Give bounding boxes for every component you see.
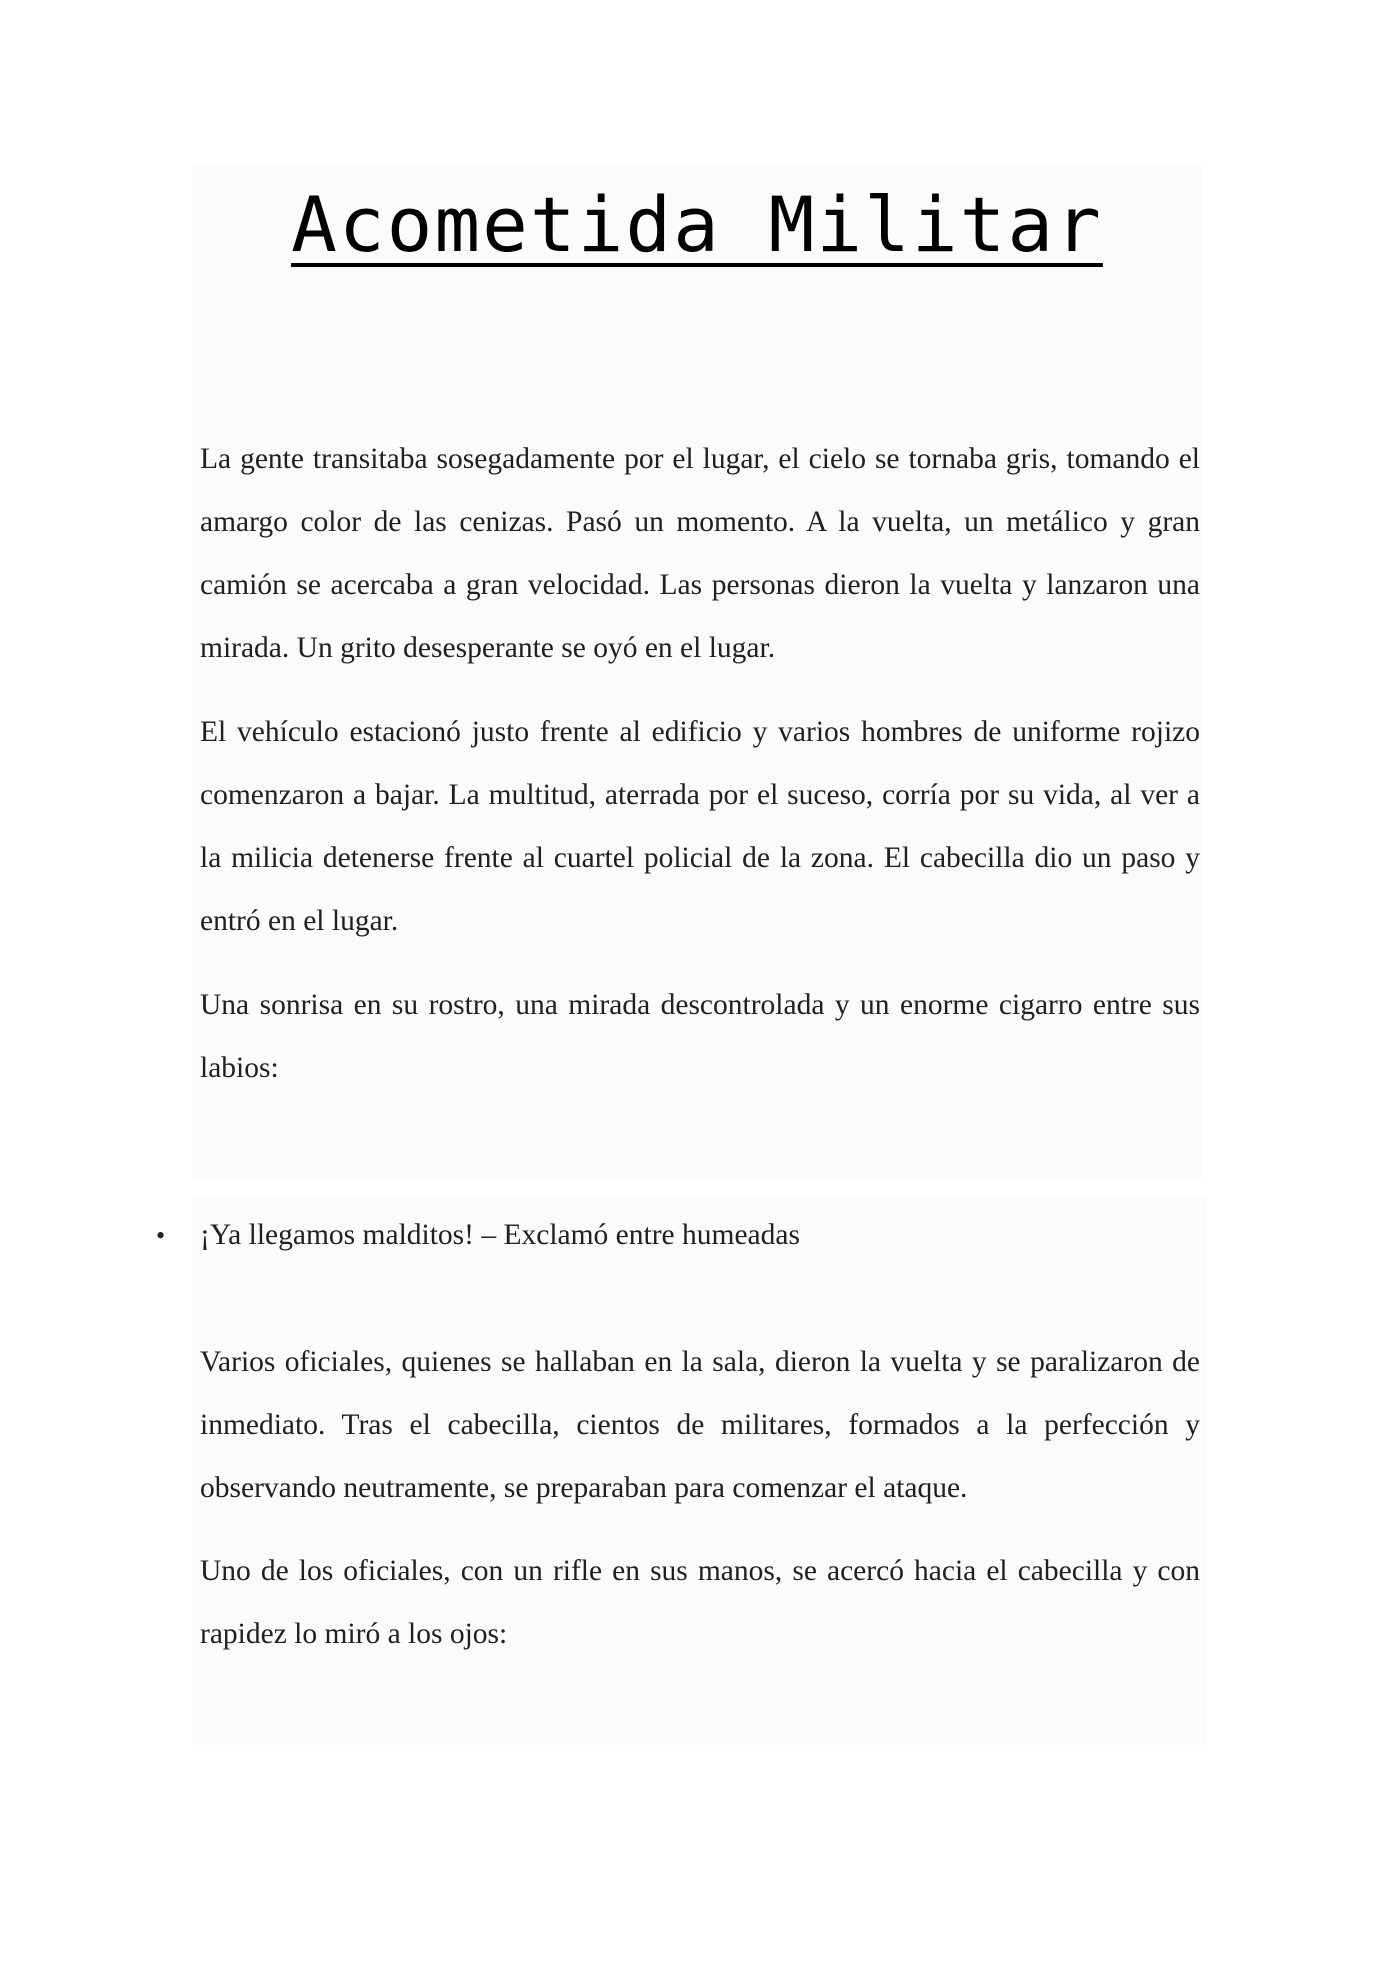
paragraph: Una sonrisa en su rostro, una mirada descontrolada y un enorme cigarro entre sus labios:: [200, 989, 1200, 1084]
paragraph: El vehículo estacionó justo frente al edificio y varios hombres de uniforme rojizo comenzaron a bajar. La multitud, aterrada por el suceso, corría por su vida, al ver a la milicia detenerse frente al cuartel policial de la zona. El cabecilla dio un paso y entró en el lugar.: [200, 716, 1200, 937]
document-title: Acometida Militar: [291, 180, 1103, 269]
bullet-text: ¡Ya llegamos malditos! – Exclamó entre humeadas: [200, 1219, 800, 1251]
paragraph: Uno de los oficiales, con un rifle en sus manos, se acercó hacia el cabecilla y con rapidez lo miró a los ojos:: [200, 1555, 1200, 1650]
paragraph: Varios oficiales, quienes se hallaban en la sala, dieron la vuelta y se paralizaron de inmediato. Tras el cabecilla, cientos de militares, formados a la perfección y observando neutramente, se preparaban para comenzar el ataque.: [200, 1346, 1200, 1504]
paragraph: La gente transitaba sosegadamente por el lugar, el cielo se tornaba gris, tomando el amargo color de las cenizas. Pasó un momento. A la vuelta, un metálico y gran camión se acercaba a gran velocidad. Las personas dieron la vuelta y lanzaron una mirada. Un grito desesperante se oyó en el lugar.: [200, 443, 1200, 664]
bullet-item: [150, 1204, 1200, 1267]
bullet-marker: •: [156, 1221, 166, 1250]
